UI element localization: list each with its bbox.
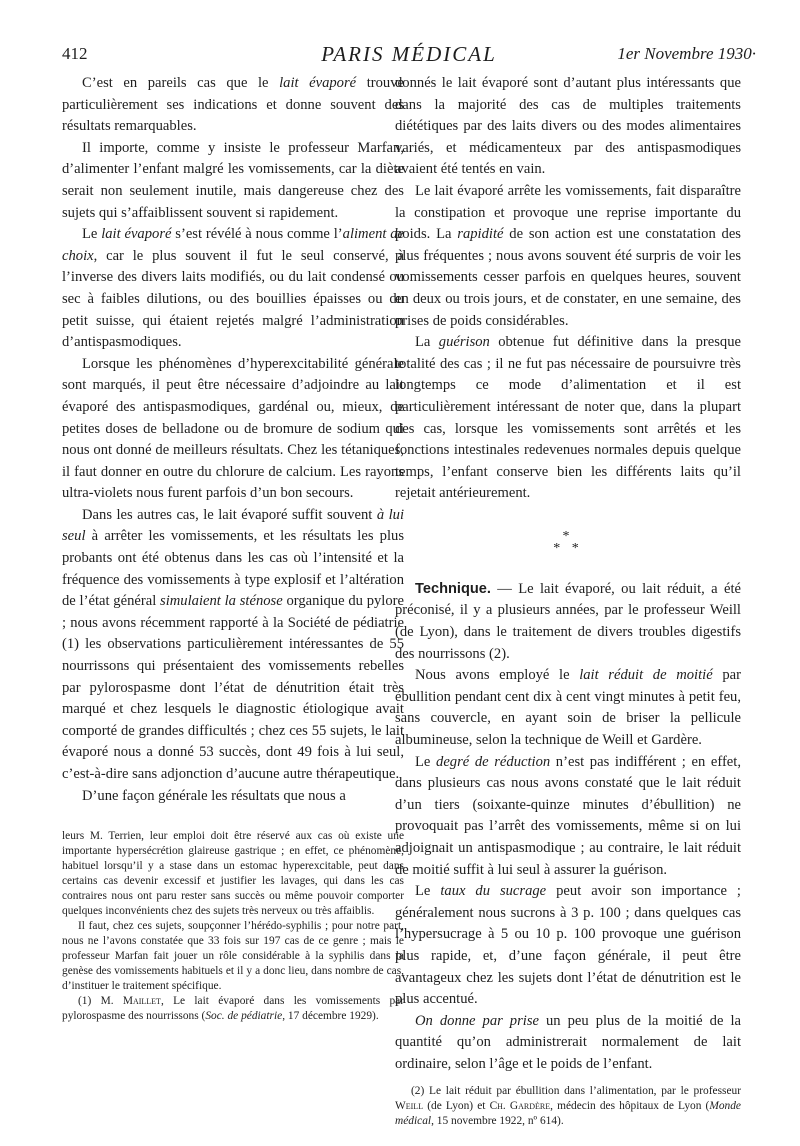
issue-date: 1er Novembre 1930·	[617, 44, 756, 63]
paragraph: Technique. — Le lait évaporé, ou lait réduit, a été préconisé, il y a plusieurs années, par le professeur Weill (de Lyon), dans le traitement de divers troubles digestifs des nourrissons (2).	[395, 580, 741, 662]
page-header	[62, 40, 756, 70]
separator-stars-bottom: * *	[553, 540, 583, 556]
paragraph: On donne par prise un peu plus de la moitié de la quantité qu’on administrerait normalement de lait ordinaire, selon l’âge et le poids de l’enfant.	[395, 1012, 741, 1072]
right-column	[395, 73, 741, 1129]
right-body	[395, 73, 741, 1076]
journal-title: PARIS MÉDICAL	[321, 42, 497, 66]
left-column	[62, 73, 404, 1024]
footnote-2: (2) Le lait réduit par ébullition dans l’alimentation, par le professeur Weill (de Lyon) et Ch. Gardère, médecin des hôpitaux de Lyon (Monde médical, 15 novembre 1922, nº 614).	[395, 1084, 741, 1127]
paragraph: La guérison obtenue fut définitive dans la presque totalité des cas ; il ne fut pas nécessaire de poursuivre très longtemps ce mode d’alimentation et il est particulièrement intéressant de noter que, dans la plupart des cas, lorsque les vomissements sont arrêtés et les fonctions intestinales redevenues normales depuis quelque temps, l’enfant conserve bien les différents laits qu’il rejetait antérieurement.	[395, 334, 742, 502]
paragraph: Le lait évaporé s’est révélé à nous comme l’aliment de choix, car le plus souvent il fut le seul conservé, à l’inverse des divers laits modifiés, ou du lait condensé ou sec à faibles dilutions, ou des bouillies épaisses ou du petit suisse, qui étaient rejetés malgré l’administration d’antispasmodiques.	[62, 226, 404, 351]
left-body	[62, 73, 404, 807]
paragraph: Le lait évaporé arrête les vomissements, fait disparaître la constipation et provoque une reprise importante du poids. La rapidité de son action est une constatation des plus fréquentes ; nous avons souvent été surpris de voir les vomissements cesser parfois en quelques heures, souvent en deux ou trois jours, et de constater, en une semaine, des prises de poids considérables.	[395, 182, 741, 329]
paragraph: D’une façon générale les résultats que nous a	[82, 787, 346, 804]
page-number: 412	[62, 44, 88, 63]
paragraph: Il importe, comme y insiste le professeur Marfan, d’alimenter l’enfant malgré les vomissements, car la diète serait non seulement inutile, mais dangereuse chez des sujets qui s’affaiblissent souvent si rapidement.	[62, 139, 404, 221]
footnote-1: (1) M. Maillet, Le lait évaporé dans les vomissements par pylorospasme des nourrissons (Soc. de pédiatrie, 17 décembre 1929).	[62, 995, 405, 1023]
paragraph: Dans les autres cas, le lait évaporé suffit souvent à lui seul à arrêter les vomissements, et les résultats les plus probants ont été obtenus dans les cas où l’intensité et la fréquence des vomissements à type explosif et l’altération de l’état général simulaient la sténose organique du pylore ; nous avons récemment rapporté à la Société de pédiatrie (1) les observations particulièrement intéressantes de 55 nourrissons qui présentaient des vomissements rebelles par pylorospasme dont l’état de dénutrition était très marqué et chez lesquels le diagnostic étiologique avait comporté de grandes difficultés ; chez ces 55 sujets, le lait évaporé nous a donné 53 succès, dont 49 fois à lui seul, c’est-à-dire sans adjonction d’aucune autre thérapeutique.	[62, 506, 404, 782]
paragraph: Le taux du sucrage peut avoir son importance ; généralement nous sucrons à 3 p. 100 ; dans quelques cas l’hypersucrage à 5 ou 10 p. 100 provoque une guérison plus rapide, et, d’une façon générale, il peut être avantageux chez les sujets dont l’état de dénutrition est le plus accentué.	[395, 883, 741, 1008]
paragraph: Nous avons employé le lait réduit de moitié par ébullition pendant cent dix à cent vingt minutes à petit feu, sans couvercle, en ayant soin de briser la pellicule albumineuse, selon la technique de Weill et Gardère.	[395, 667, 741, 749]
section-separator	[395, 528, 741, 556]
left-footnotes	[62, 829, 404, 1024]
paragraph: C’est en pareils cas que le lait évaporé trouve particulièrement ses indications et donne souvent des résultats remarquables.	[62, 75, 404, 135]
paragraph: Lorsque les phénomènes d’hyperexcitabilité générale sont marqués, il peut être nécessaire d’adjoindre au lait évaporé des antispasmodiques, gardénal ou, mieux, de petites doses de belladone ou de bromure de sodium qui nous ont donné de meilleurs résultats. Chez les tétaniques, il faut donner en outre du chlorure de calcium. Les rayons ultra-violets nous furent parfois d’un bon secours.	[62, 355, 404, 502]
section-heading: Technique.	[415, 580, 491, 597]
paragraph: donnés le lait évaporé sont d’autant plus intéressants que dans la majorité des cas de multiples traitements diététiques par des laits divers ou des modes alimentaires variés, et médicamenteux par des antispasmodiques avaient été tentés en vain.	[395, 75, 741, 178]
paragraph: Le degré de réduction n’est pas indifférent ; en effet, dans plusieurs cas nous avons constaté que le lait réduit d’un tiers (soixante-quinze minutes d’ébullition) ne provoquait pas l’arrêt des vomissements, même si on lui adjoignait un antispasmodique ; au contraire, le lait réduit de moitié suffit à lui seul à assurer la guérison.	[395, 753, 741, 878]
right-footnotes	[395, 1084, 741, 1129]
separator-star-top: *	[562, 528, 574, 544]
footnote: Il faut, chez ces sujets, soupçonner l’hérédo-syphilis ; pour notre part, nous ne l’avons constatée que 33 fois sur 197 cas de ce genre ; mais le professeur Marfan fait jouer un rôle considérable à la syphilis dans la genèse des vomissements habituels et il y a donc lieu, dans nombre de cas, d’instituer le traitement spécifique.	[62, 920, 404, 993]
footnote: leurs M. Terrien, leur emploi doit être réservé aux cas où existe une importante hypersécrétion glaireuse gastrique ; en effet, ce phénomène, habituel lorsqu’il y a stase dans un estomac hyperexcitable, peut dans certains cas devenir excessif et justifier les lavages, qui dans les cas contraires nous ont paru rester sans succès ou même pouvoir comporter quelques inconvénients chez des sujets très nerveux ou très affaiblis.	[62, 830, 404, 918]
